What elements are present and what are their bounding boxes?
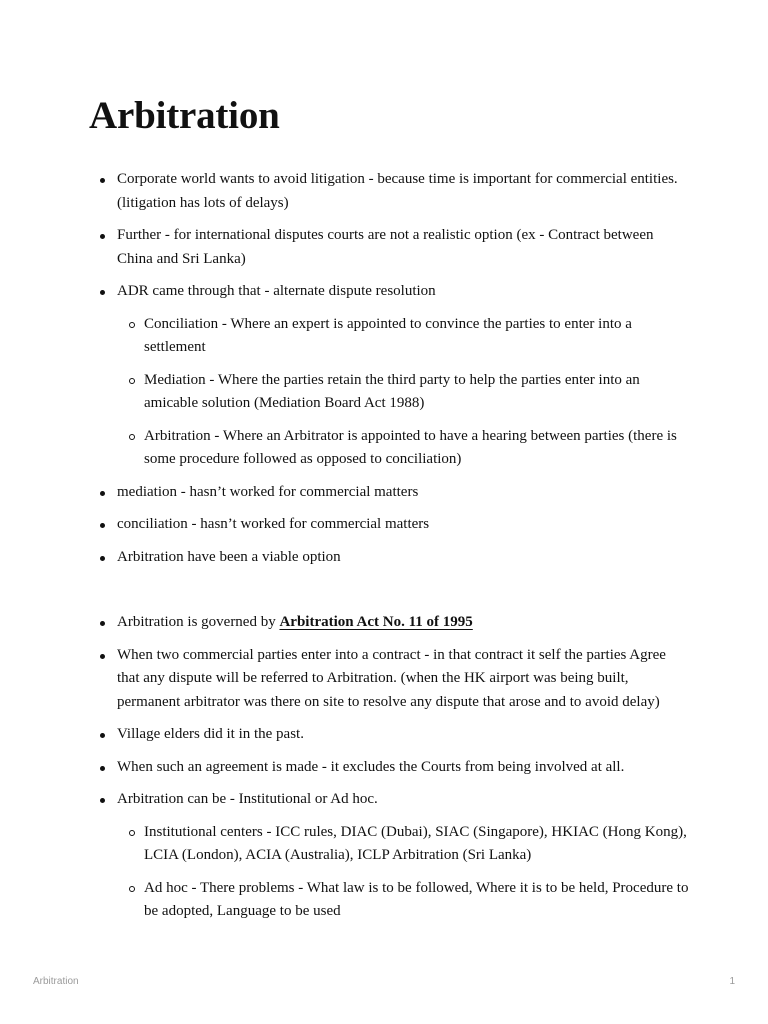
notes-content — [90, 168, 690, 933]
sub-list-item: Mediation - Where the parties retain the third party to help the parties enter into an amicable solution (Mediation Board Act 1988) — [117, 369, 690, 416]
governed-by-text: Arbitration is governed by — [117, 614, 280, 630]
section-spacer — [90, 578, 690, 611]
arbitration-act-link[interactable]: Arbitration Act No. 11 of 1995 — [279, 614, 473, 630]
bullet-list-section-2 — [90, 611, 690, 924]
list-item: Arbitration have been a viable option — [90, 546, 690, 570]
bullet-list-section-1 — [90, 168, 690, 569]
adr-sublist — [117, 313, 690, 472]
sub-list-item: Arbitration - Where an Arbitrator is appointed to have a hearing between parties (there is some procedure followed as opposed to conciliation) — [117, 425, 690, 472]
list-item-governed-by — [90, 611, 690, 635]
list-item: mediation - hasn’t worked for commercial matters — [90, 481, 690, 505]
list-item: Corporate world wants to avoid litigation - because time is important for commercial entities. (litigation has lots of delays) — [90, 168, 690, 215]
list-item: When such an agreement is made - it excludes the Courts from being involved at all. — [90, 756, 690, 780]
sub-list-item: Conciliation - Where an expert is appointed to convince the parties to enter into a settlement — [117, 313, 690, 360]
sub-list-item: Institutional centers - ICC rules, DIAC (Dubai), SIAC (Singapore), HKIAC (Hong Kong), LCIA (London), ACIA (Australia), ICLP Arbitration (Sri Lanka) — [117, 821, 690, 868]
list-item: Further - for international disputes courts are not a realistic option (ex - Contract between China and Sri Lanka) — [90, 224, 690, 271]
list-item-arbitration-types — [90, 788, 690, 924]
list-item: When two commercial parties enter into a contract - in that contract it self the parties Agree that any dispute will be referred to Arbitration. (when the HK airport was being built, permanent arbitrator was there on site to resolve any dispute that arose and to avoid delay) — [90, 644, 690, 715]
list-item: conciliation - hasn’t worked for commercial matters — [90, 513, 690, 537]
list-item-text: ADR came through that - alternate dispute resolution — [117, 283, 436, 299]
footer-page-number: 1 — [729, 976, 735, 987]
arbitration-types-sublist — [117, 821, 690, 924]
footer-document-name: Arbitration — [33, 976, 79, 987]
list-item-text: Arbitration can be - Institutional or Ad hoc. — [117, 791, 378, 807]
sub-list-item: Ad hoc - There problems - What law is to be followed, Where it is to be held, Procedure to be adopted, Language to be used — [117, 877, 690, 924]
list-item-adr — [90, 280, 690, 472]
page-title: Arbitration — [89, 94, 280, 137]
list-item: Village elders did it in the past. — [90, 723, 690, 747]
